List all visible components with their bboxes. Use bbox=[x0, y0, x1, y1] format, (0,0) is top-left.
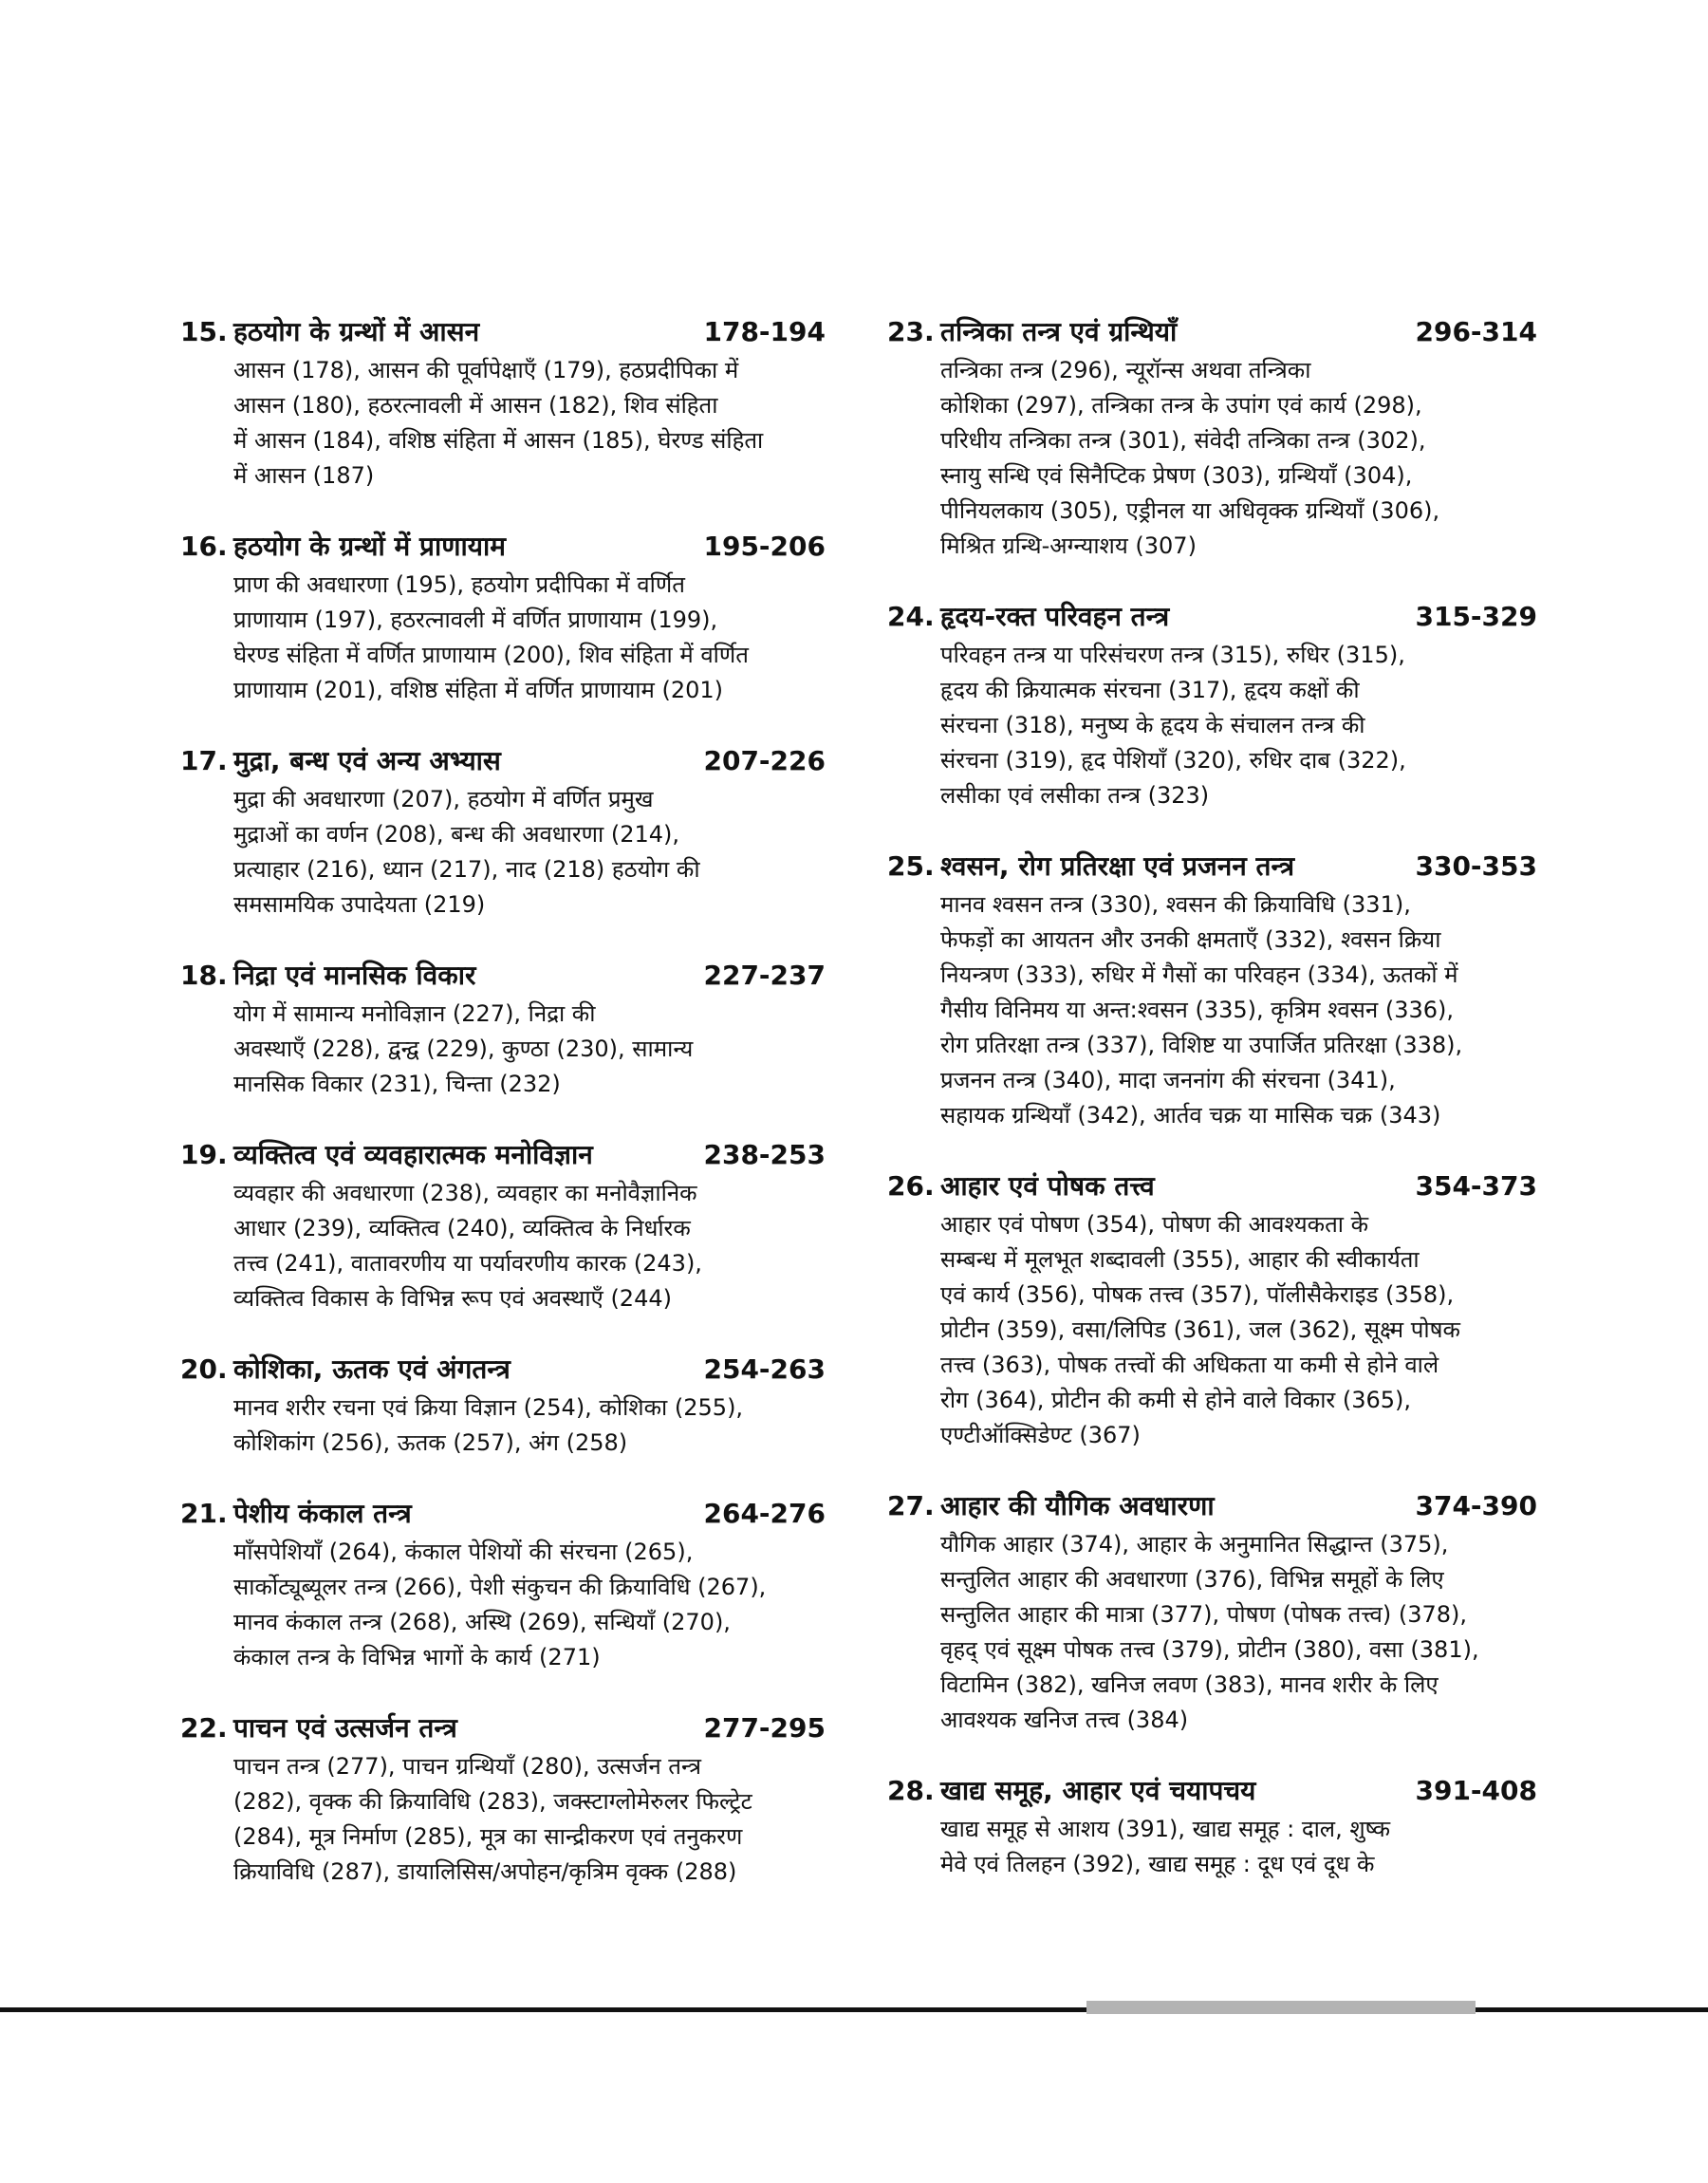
chapter-topics bbox=[233, 1535, 826, 1675]
chapter-entry bbox=[180, 1709, 826, 1890]
topic-line: आसन (180), हठरत्नावली में आसन (182), शिव संहिता bbox=[233, 392, 718, 419]
topic-line: प्रोटीन (359), वसा/लिपिड (361), जल (362), सूक्ष्म पोषक bbox=[940, 1316, 1460, 1343]
chapter-page-range: 264-276 bbox=[703, 1498, 826, 1529]
topic-line: घेरण्ड संहिता में वर्णित प्राणायाम (200), शिव संहिता में वर्णित bbox=[233, 642, 749, 668]
chapter-entry bbox=[180, 313, 826, 494]
chapter-number: 16. bbox=[180, 531, 228, 562]
topic-line: तत्त्व (363), पोषक तत्त्वों की अधिकता या कमी से होने वाले bbox=[940, 1352, 1439, 1378]
chapter-title: पाचन एवं उत्सर्जन तन्त्र bbox=[233, 1712, 457, 1744]
chapter-title: हठयोग के ग्रन्थों में आसन bbox=[233, 316, 480, 347]
chapter-heading bbox=[887, 1772, 1537, 1812]
chapter-page-range: 195-206 bbox=[703, 531, 826, 562]
topic-line: कोशिकांग (256), ऊतक (257), अंग (258) bbox=[233, 1429, 628, 1456]
chapter-topics bbox=[940, 1812, 1537, 1882]
chapter-heading bbox=[887, 598, 1537, 638]
chapter-page-range: 178-194 bbox=[703, 316, 826, 347]
toc-left-column bbox=[180, 313, 826, 1924]
topic-line: तत्त्व (241), वातावरणीय या पर्यावरणीय कारक (243), bbox=[233, 1250, 702, 1277]
chapter-entry bbox=[180, 957, 826, 1102]
topic-line: माँसपेशियाँ (264), कंकाल पेशियों की संरचना (265), bbox=[233, 1539, 694, 1565]
topic-line: समसामयिक उपादेयता (219) bbox=[233, 891, 486, 918]
chapter-topics bbox=[940, 1207, 1537, 1453]
chapter-page-range: 296-314 bbox=[1415, 316, 1537, 347]
topic-line: पीनियलकाय (305), एड्रीनल या अधिवृक्क ग्रन्थियाँ (306), bbox=[940, 497, 1440, 524]
chapter-page-range: 374-390 bbox=[1415, 1490, 1537, 1521]
topic-line: एण्टीऑक्सिडेण्ट (367) bbox=[940, 1422, 1141, 1448]
topic-line: खाद्य समूह से आशय (391), खाद्य समूह : दाल, शुष्क bbox=[940, 1816, 1391, 1842]
chapter-topics bbox=[233, 1749, 826, 1890]
chapter-heading bbox=[180, 742, 826, 782]
chapter-number: 17. bbox=[180, 745, 228, 776]
chapter-entry bbox=[887, 1167, 1537, 1453]
chapter-number: 27. bbox=[887, 1490, 935, 1521]
topic-line: परिधीय तन्त्रिका तन्त्र (301), संवेदी तन्त्रिका तन्त्र (302), bbox=[940, 427, 1426, 454]
topic-line: आहार एवं पोषण (354), पोषण की आवश्यकता के bbox=[940, 1211, 1369, 1238]
topic-line: संरचना (319), हृद पेशियाँ (320), रुधिर दाब (322), bbox=[940, 747, 1406, 774]
topic-line: यौगिक आहार (374), आहार के अनुमानित सिद्धान्त (375), bbox=[940, 1531, 1449, 1558]
chapter-entry bbox=[887, 313, 1537, 564]
chapter-heading bbox=[180, 957, 826, 997]
chapter-entry bbox=[887, 598, 1537, 813]
chapter-entry bbox=[180, 1136, 826, 1316]
topic-line: रोग (364), प्रोटीन की कमी से होने वाले विकार (365), bbox=[940, 1387, 1412, 1413]
chapter-topics bbox=[233, 568, 826, 708]
topic-line: कोशिका (297), तन्त्रिका तन्त्र के उपांग एवं कार्य (298), bbox=[940, 392, 1422, 419]
chapter-title: मुद्रा, बन्ध एवं अन्य अभ्यास bbox=[233, 745, 501, 776]
chapter-entry bbox=[180, 1495, 826, 1675]
chapter-title: खाद्य समूह, आहार एवं चयापचय bbox=[940, 1775, 1256, 1806]
chapter-title: पेशीय कंकाल तन्त्र bbox=[233, 1498, 412, 1529]
topic-line: (282), वृक्क की क्रियाविधि (283), जक्स्टाग्लोमेरुलर फिल्ट्रेट bbox=[233, 1788, 752, 1815]
chapter-title: हृदय-रक्त परिवहन तन्त्र bbox=[940, 601, 1170, 632]
topic-line: सार्कोट्यूब्यूलर तन्त्र (266), पेशी संकुचन की क्रियाविधि (267), bbox=[233, 1574, 767, 1600]
chapter-page-range: 330-353 bbox=[1415, 850, 1537, 882]
chapter-title: निद्रा एवं मानसिक विकार bbox=[233, 960, 476, 991]
bottom-accent-bar bbox=[1086, 2001, 1476, 2014]
chapter-heading bbox=[887, 848, 1537, 887]
topic-line: कंकाल तन्त्र के विभिन्न भागों के कार्य (271) bbox=[233, 1644, 601, 1670]
topic-line: प्राण की अवधारणा (195), हठयोग प्रदीपिका में वर्णित bbox=[233, 571, 685, 598]
chapter-page-range: 391-408 bbox=[1415, 1775, 1537, 1806]
topic-line: आधार (239), व्यक्तित्व (240), व्यक्तित्व के निर्धारक bbox=[233, 1215, 691, 1241]
chapter-heading bbox=[887, 1167, 1537, 1207]
chapter-heading bbox=[180, 313, 826, 353]
topic-line: व्यक्तित्व विकास के विभिन्न रूप एवं अवस्थाएँ (244) bbox=[233, 1285, 672, 1312]
topic-line: आवश्यक खनिज तत्त्व (384) bbox=[940, 1707, 1189, 1733]
chapter-entry bbox=[180, 742, 826, 923]
chapter-title: कोशिका, ऊतक एवं अंगतन्त्र bbox=[233, 1353, 511, 1385]
chapter-number: 20. bbox=[180, 1353, 228, 1385]
chapter-number: 23. bbox=[887, 316, 935, 347]
chapter-page-range: 254-263 bbox=[703, 1353, 826, 1385]
chapter-page-range: 238-253 bbox=[703, 1139, 826, 1170]
topic-line: पाचन तन्त्र (277), पाचन ग्रन्थियाँ (280), उत्सर्जन तन्त्र bbox=[233, 1753, 702, 1780]
topic-line: में आसन (184), वशिष्ठ संहिता में आसन (185), घेरण्ड संहिता bbox=[233, 427, 764, 454]
chapter-number: 28. bbox=[887, 1775, 935, 1806]
topic-line: मानव श्वसन तन्त्र (330), श्वसन की क्रियाविधि (331), bbox=[940, 891, 1411, 918]
chapter-topics bbox=[940, 638, 1537, 813]
chapter-title: तन्त्रिका तन्त्र एवं ग्रन्थियाँ bbox=[940, 316, 1178, 347]
chapter-number: 18. bbox=[180, 960, 228, 991]
topic-line: सन्तुलित आहार की अवधारणा (376), विभिन्न समूहों के लिए bbox=[940, 1566, 1444, 1593]
chapter-topics bbox=[940, 887, 1537, 1133]
topic-line: मिश्रित ग्रन्थि-अग्न्याशय (307) bbox=[940, 532, 1197, 559]
topic-line: सम्बन्ध में मूलभूत शब्दावली (355), आहार की स्वीकार्यता bbox=[940, 1246, 1420, 1273]
topic-line: मुद्राओं का वर्णन (208), बन्ध की अवधारणा (214), bbox=[233, 821, 680, 848]
topic-line: परिवहन तन्त्र या परिसंचरण तन्त्र (315), रुधिर (315), bbox=[940, 642, 1405, 668]
topic-line: योग में सामान्य मनोविज्ञान (227), निद्रा की bbox=[233, 1000, 596, 1027]
chapter-number: 19. bbox=[180, 1139, 228, 1170]
topic-line: व्यवहार की अवधारणा (238), व्यवहार का मनोवैज्ञानिक bbox=[233, 1180, 697, 1206]
chapter-page-range: 315-329 bbox=[1415, 601, 1537, 632]
chapter-entry bbox=[887, 1487, 1537, 1738]
topic-line: संरचना (318), मनुष्य के हृदय के संचालन तन्त्र की bbox=[940, 712, 1365, 738]
chapter-page-range: 207-226 bbox=[703, 745, 826, 776]
chapter-heading bbox=[180, 1495, 826, 1535]
chapter-topics bbox=[233, 353, 826, 494]
chapter-topics bbox=[940, 1527, 1537, 1738]
chapter-page-range: 227-237 bbox=[703, 960, 826, 991]
chapter-number: 22. bbox=[180, 1712, 228, 1744]
chapter-heading bbox=[887, 1487, 1537, 1527]
chapter-entry bbox=[887, 1772, 1537, 1882]
topic-line: मेवे एवं तिलहन (392), खाद्य समूह : दूध एवं दूध के bbox=[940, 1851, 1375, 1877]
topic-line: प्रजनन तन्त्र (340), मादा जननांग की संरचना (341), bbox=[940, 1067, 1396, 1093]
topic-line: सन्तुलित आहार की मात्रा (377), पोषण (पोषक तत्त्व) (378), bbox=[940, 1601, 1468, 1628]
chapter-title: हठयोग के ग्रन्थों में प्राणायाम bbox=[233, 531, 506, 562]
chapter-title: आहार की यौगिक अवधारणा bbox=[940, 1490, 1215, 1521]
chapter-heading bbox=[180, 1351, 826, 1390]
chapter-number: 25. bbox=[887, 850, 935, 882]
topic-line: स्नायु सन्धि एवं सिनैप्टिक प्रेषण (303), ग्रन्थियाँ (304), bbox=[940, 462, 1413, 489]
topic-line: सहायक ग्रन्थियाँ (342), आर्तव चक्र या मासिक चक्र (343) bbox=[940, 1102, 1441, 1129]
topic-line: प्राणायाम (197), हठरत्नावली में वर्णित प्राणायाम (199), bbox=[233, 606, 718, 633]
chapter-topics bbox=[940, 353, 1537, 564]
topic-line: क्रियाविधि (287), डायालिसिस/अपोहन/कृत्रिम वृक्क (288) bbox=[233, 1858, 737, 1885]
chapter-title: व्यक्तित्व एवं व्यवहारात्मक मनोविज्ञान bbox=[233, 1139, 593, 1170]
chapter-number: 26. bbox=[887, 1170, 935, 1202]
chapter-title: श्वसन, रोग प्रतिरक्षा एवं प्रजनन तन्त्र bbox=[940, 850, 1295, 882]
chapter-number: 15. bbox=[180, 316, 228, 347]
topic-line: अवस्थाएँ (228), द्वन्द्व (229), कुण्ठा (230), सामान्य bbox=[233, 1036, 694, 1062]
chapter-topics bbox=[233, 782, 826, 923]
topic-line: वृहद् एवं सूक्ष्म पोषक तत्त्व (379), प्रोटीन (380), वसा (381), bbox=[940, 1636, 1479, 1663]
chapter-entry bbox=[180, 1351, 826, 1461]
chapter-topics bbox=[233, 997, 826, 1102]
chapter-topics bbox=[233, 1390, 826, 1461]
chapter-entry bbox=[887, 848, 1537, 1133]
topic-line: मानव कंकाल तन्त्र (268), अस्थि (269), सन्धियाँ (270), bbox=[233, 1609, 731, 1635]
topic-line: मुद्रा की अवधारणा (207), हठयोग में वर्णित प्रमुख bbox=[233, 786, 654, 812]
topic-line: लसीका एवं लसीका तन्त्र (323) bbox=[940, 782, 1210, 809]
topic-line: प्राणायाम (201), वशिष्ठ संहिता में वर्णित प्राणायाम (201) bbox=[233, 677, 723, 703]
chapter-number: 21. bbox=[180, 1498, 228, 1529]
chapter-number: 24. bbox=[887, 601, 935, 632]
topic-line: रोग प्रतिरक्षा तन्त्र (337), विशिष्ट या उपार्जित प्रतिरक्षा (338), bbox=[940, 1032, 1463, 1058]
topic-line: मानसिक विकार (231), चिन्ता (232) bbox=[233, 1071, 561, 1097]
topic-line: तन्त्रिका तन्त्र (296), न्यूरॉन्स अथवा तन्त्रिका bbox=[940, 357, 1311, 383]
topic-line: हृदय की क्रियात्मक संरचना (317), हृदय कक्षों की bbox=[940, 677, 1360, 703]
chapter-entry bbox=[180, 528, 826, 708]
topic-line: (284), मूत्र निर्माण (285), मूत्र का सान्द्रीकरण एवं तनुकरण bbox=[233, 1823, 743, 1850]
chapter-page-range: 277-295 bbox=[703, 1712, 826, 1744]
chapter-topics bbox=[233, 1176, 826, 1316]
topic-line: विटामिन (382), खनिज लवण (383), मानव शरीर के लिए bbox=[940, 1671, 1439, 1698]
topic-line: गैसीय विनिमय या अन्त:श्वसन (335), कृत्रिम श्वसन (336), bbox=[940, 997, 1455, 1023]
chapter-heading bbox=[180, 528, 826, 568]
topic-line: एवं कार्य (356), पोषक तत्त्व (357), पॉलीसैकेराइड (358), bbox=[940, 1281, 1455, 1308]
chapter-heading bbox=[180, 1709, 826, 1749]
topic-line: नियन्त्रण (333), रुधिर में गैसों का परिवहन (334), ऊतकों में bbox=[940, 961, 1458, 988]
toc-right-column bbox=[887, 313, 1537, 1916]
chapter-heading bbox=[180, 1136, 826, 1176]
chapter-heading bbox=[887, 313, 1537, 353]
topic-line: मानव शरीर रचना एवं क्रिया विज्ञान (254), कोशिका (255), bbox=[233, 1394, 744, 1421]
topic-line: आसन (178), आसन की पूर्वापेक्षाएँ (179), हठप्रदीपिका में bbox=[233, 357, 739, 383]
chapter-title: आहार एवं पोषक तत्त्व bbox=[940, 1170, 1155, 1202]
topic-line: में आसन (187) bbox=[233, 462, 375, 489]
topic-line: फेफड़ों का आयतन और उनकी क्षमताएँ (332), श्वसन क्रिया bbox=[940, 926, 1441, 953]
chapter-page-range: 354-373 bbox=[1415, 1170, 1537, 1202]
topic-line: प्रत्याहार (216), ध्यान (217), नाद (218) हठयोग की bbox=[233, 856, 700, 883]
